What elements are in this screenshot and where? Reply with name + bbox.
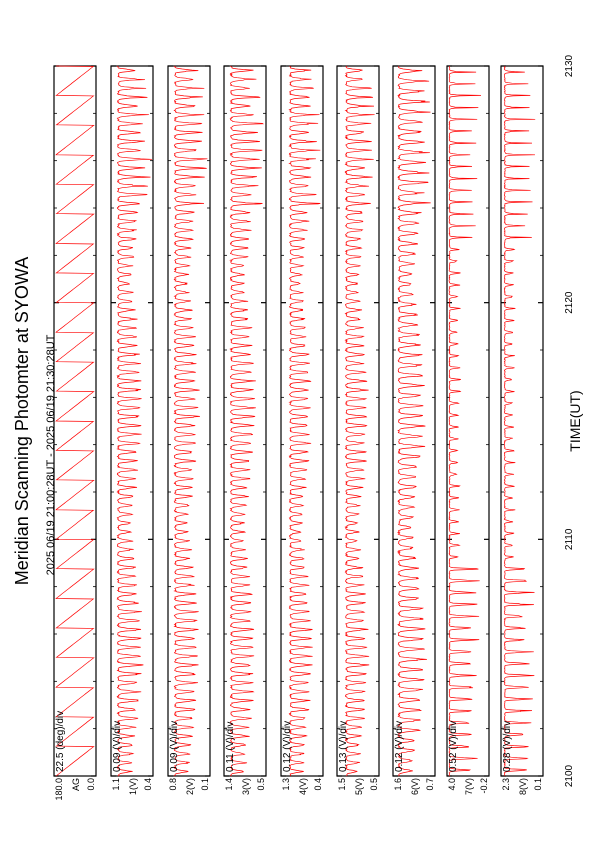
panel-scale-label: 0.28 (V)/div: [502, 720, 513, 772]
panel-channel-label: AG: [71, 778, 81, 792]
panel-frame: [501, 66, 543, 776]
panel-channel-label: 7(V): [464, 778, 474, 796]
panel-ymax-label: 0.8: [168, 778, 178, 791]
panel-1: [54, 66, 96, 776]
panel-3: [168, 66, 210, 776]
chart-title: Meridian Scanning Photomter at SYOWA: [12, 256, 32, 586]
series-line: [449, 66, 481, 776]
panel-ymin-label: 0.7: [425, 778, 435, 791]
panel-ymin-label: 0.4: [143, 778, 153, 791]
series-line: [289, 66, 320, 776]
panel-channel-label: 4(V): [298, 778, 308, 796]
panel-ymin-label: 0.5: [369, 778, 379, 791]
panel-ymax-label: 4.0: [447, 778, 457, 791]
panel-9: [501, 66, 543, 776]
series-line: [56, 66, 94, 776]
x-tick-label: 2130: [564, 54, 575, 78]
panel-ymax-label: 1.3: [281, 778, 291, 791]
panel-ymax-label: 1.4: [224, 778, 234, 791]
series-line: [504, 66, 535, 776]
panel-frame: [337, 66, 379, 776]
panel-7: [393, 66, 435, 776]
x-tick-label: 2120: [564, 291, 575, 314]
panel-scale-label: 0.12 (V)/div: [394, 720, 405, 772]
panel-scale-label: 0.12 (V)/div: [282, 720, 293, 772]
panel-channel-label: 3(V): [241, 778, 251, 796]
panel-2: [111, 66, 153, 776]
panel-scale-label: 0.11 (V)/div: [225, 721, 236, 772]
panel-6: [337, 66, 379, 776]
panel-channel-label: 5(V): [354, 778, 364, 796]
panel-frame: [168, 66, 210, 776]
panel-ymin-label: 0.0: [86, 778, 96, 791]
x-tick-label: 2100: [564, 764, 575, 788]
panel-channel-label: 2(V): [185, 778, 195, 796]
panel-4: [224, 66, 266, 776]
panel-ymin-label: 0.5: [256, 778, 266, 791]
series-line: [174, 66, 207, 776]
series-line: [398, 66, 431, 776]
series-line: [117, 66, 152, 776]
panel-ymin-label: -0.2: [479, 778, 489, 794]
panel-channel-label: 8(V): [518, 778, 528, 796]
series-line: [345, 66, 374, 776]
panel-scale-label: 22.5 (deg)/div: [55, 710, 66, 772]
panel-5: [281, 66, 323, 776]
panel-ymin-label: 0.1: [200, 778, 210, 791]
panel-ymin-label: 0.4: [313, 778, 323, 791]
panel-channel-label: 1(V): [128, 778, 138, 796]
panel-ymax-label: 1.1: [111, 778, 121, 791]
panel-frame: [281, 66, 323, 776]
panel-ymin-label: 0.1: [533, 778, 543, 791]
panel-channel-label: 6(V): [410, 778, 420, 796]
panel-scale-label: 0.52 (V)/div: [448, 720, 459, 772]
panel-ymax-label: 180.0: [54, 778, 64, 801]
panel-scale-label: 0.09 (V)/div: [112, 720, 123, 772]
panel-scale-label: 0.09 (V)/div: [169, 720, 180, 772]
panel-ymax-label: 1.6: [393, 778, 403, 791]
chart-subtitle: 2025 06/19 21:00:28UT - 2025 06/19 21:30:28UT: [45, 334, 57, 576]
panel-frame: [393, 66, 435, 776]
x-axis-label: TIME(UT): [567, 390, 583, 452]
series-line: [230, 66, 263, 776]
panel-ymax-label: 2.3: [501, 778, 511, 791]
panel-8: [447, 66, 489, 776]
panel-scale-label: 0.13 (V)/div: [338, 720, 349, 772]
x-tick-label: 2110: [564, 528, 575, 551]
panel-frame: [447, 66, 489, 776]
panel-ymax-label: 1.5: [337, 778, 347, 791]
